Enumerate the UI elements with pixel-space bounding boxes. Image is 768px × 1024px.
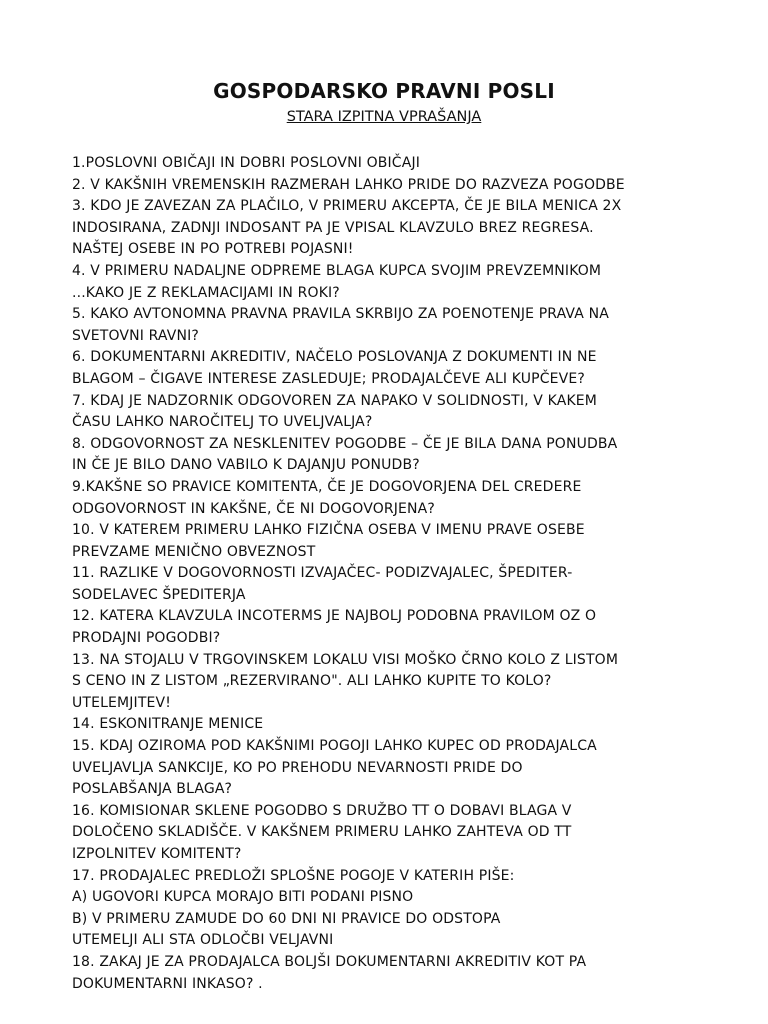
- question-line: 15. KDAJ OZIROMA POD KAKŠNIMI POGOJI LAHKO KUPEC OD PRODAJALCA: [72, 738, 597, 755]
- question-line: 5. KAKO AVTONOMNA PRAVNA PRAVILA SKRBIJO ZA POENOTENJE PRAVA NA: [72, 306, 609, 323]
- question-line: 9.KAKŠNE SO PRAVICE KOMITENTA, ČE JE DOGOVORJENA DEL CREDERE: [72, 478, 582, 495]
- question-line: IZPOLNITEV KOMITENT?: [72, 846, 242, 862]
- question-line: 16. KOMISIONAR SKLENE POGODBO S DRUŽBO TT O DOBAVI BLAGA V: [72, 802, 572, 819]
- question-line: ODGOVORNOST IN KAKŠNE, ČE NI DOGOVORJENA?: [72, 500, 435, 517]
- question-line: 17. PRODAJALEC PREDLOŽI SPLOŠNE POGOJE V KATERIH PIŠE:: [72, 867, 515, 884]
- question-line: SODELAVEC ŠPEDITERJA: [72, 586, 246, 603]
- question-line: 6. DOKUMENTARNI AKREDITIV, NAČELO POSLOVANJA Z DOKUMENTI IN NE: [72, 349, 597, 366]
- question-line: 11. RAZLIKE V DOGOVORNOSTI IZVAJAČEC- PODIZVAJALEC, ŠPEDITER-: [72, 565, 573, 582]
- question-line: 4. V PRIMERU NADALJNE ODPREME BLAGA KUPCA SVOJIM PREVZEMNIKOM: [72, 262, 602, 279]
- question-line: 1.POSLOVNI OBIČAJI IN DOBRI POSLOVNI OBIČAJI: [72, 155, 421, 171]
- question-line: SVETOVNI RAVNI?: [72, 327, 199, 344]
- question-line: DOLOČENO SKLADIŠČE. V KAKŠNEM PRIMERU LAHKO ZAHTEVA OD TT: [72, 824, 572, 841]
- question-line: 3. KDO JE ZAVEZAN ZA PLAČILO, V PRIMERU AKCEPTA, ČE JE BILA MENICA 2X: [72, 198, 622, 215]
- question-list: [72, 153, 712, 995]
- question-line: POSLABŠANJA BLAGA?: [72, 781, 233, 798]
- question-line: B) V PRIMERU ZAMUDE DO 60 DNI NI PRAVICE DO ODSTOPA: [72, 910, 501, 927]
- question-line: A) UGOVORI KUPCA MORAJO BITI PODANI PISNO: [72, 889, 414, 906]
- question-line: INDOSIRANA, ZADNJI INDOSANT PA JE VPISAL KLAVZULO BREZ REGRESA.: [72, 219, 594, 236]
- question-line: NAŠTEJ OSEBE IN PO POTREBI POJASNI!: [72, 241, 354, 258]
- question-line: BLAGOM – ČIGAVE INTERESE ZASLEDUJE; PRODAJALČEVE ALI KUPČEVE?: [72, 370, 585, 387]
- question-line: 8. ODGOVORNOST ZA NESKLENITEV POGODBE – ČE JE BILA DANA PONUDBA: [72, 435, 618, 452]
- question-line: S CENO IN Z LISTOM „REZERVIRANO". ALI LAHKO KUPITE TO KOLO?: [72, 673, 552, 690]
- question-line: 18. ZAKAJ JE ZA PRODAJALCA BOLJŠI DOKUMENTARNI AKREDITIV KOT PA: [72, 953, 587, 970]
- question-line: DOKUMENTARNI INKASO? .: [72, 975, 263, 992]
- question-line: ...KAKO JE Z REKLAMACIJAMI IN ROKI?: [72, 284, 340, 301]
- question-line: IN ČE JE BILO DANO VABILO K DAJANJU PONUDB?: [72, 457, 420, 474]
- question-line: 12. KATERA KLAVZULA INCOTERMS JE NAJBOLJ PODOBNA PRAVILOM OZ O: [72, 608, 597, 625]
- page-subtitle: STARA IZPITNA VPRAŠANJA: [286, 109, 482, 125]
- question-line: UTELEMJITEV!: [72, 694, 172, 711]
- question-line: ČASU LAHKO NAROČITELJ TO UVELJVALJA?: [72, 414, 373, 431]
- question-line: UVELJAVLJA SANKCIJE, KO PO PREHODU NEVARNOSTI PRIDE DO: [72, 759, 523, 776]
- question-line: 10. V KATEREM PRIMERU LAHKO FIZIČNA OSEBA V IMENU PRAVE OSEBE: [72, 522, 585, 539]
- question-line: 2. V KAKŠNIH VREMENSKIH RAZMERAH LAHKO PRIDE DO RAZVEZA POGODBE: [72, 176, 625, 193]
- question-line: PREVZAME MENIČNO OBVEZNOST: [72, 543, 316, 560]
- page-title: GOSPODARSKO PRAVNI POSLI: [213, 79, 555, 103]
- question-line: 13. NA STOJALU V TRGOVINSKEM LOKALU VISI MOŠKO ČRNO KOLO Z LISTOM: [72, 651, 619, 668]
- question-line: 14. ESKONITRANJE MENICE: [72, 716, 264, 733]
- question-line: PRODAJNI POGODBI?: [72, 630, 221, 647]
- question-line: 7. KDAJ JE NADZORNIK ODGOVOREN ZA NAPAKO V SOLIDNOSTI, V KAKEM: [72, 392, 597, 409]
- question-line: UTEMELJI ALI STA ODLOČBI VELJAVNI: [72, 932, 334, 949]
